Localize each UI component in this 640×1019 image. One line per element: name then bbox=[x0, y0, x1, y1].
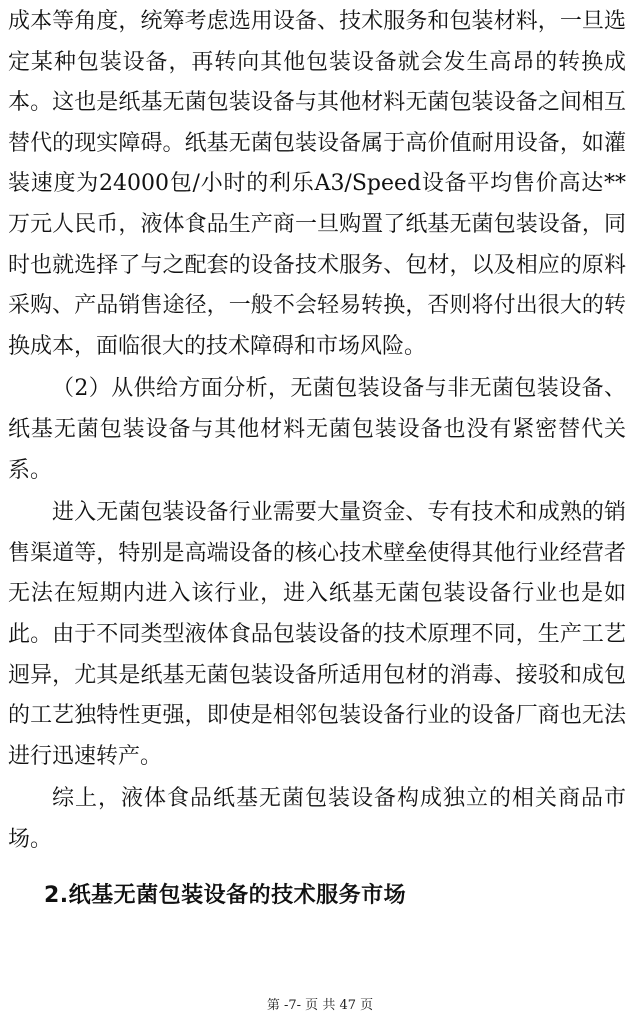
paragraph-supply-analysis: （2）从供给方面分析，无菌包装设备与非无菌包装设备、纸基无菌包装设备与其他材料无菌包装设备也没有紧密替代关系。 bbox=[8, 376, 626, 483]
paragraph-conclusion: 综上，液体食品纸基无菌包装设备构成独立的相关商品市场。 bbox=[8, 786, 626, 852]
paragraph-switching-cost: 成本等角度，统筹考虑选用设备、技术服务和包装材料，一旦选定某种包装设备，再转向其他包装设备就会发生高昂的转换成本。这也是纸基无菌包装设备与其他材料无菌包装设备之间相互替代的现实障碍。纸基无菌包装设备属于高价值耐用设备，如灌装速度为24000包/小时的利乐A3/Speed设备平均售价高达**万元人民币，液体食品生产商一旦购置了纸基无菌包装设备，同时也就选择了与之配套的设备技术服务、包材，以及相应的原料采购、产品销售途径，一般不会轻易转换，否则将付出很大的转换成本，面临很大的技术障碍和市场风险。 bbox=[8, 9, 626, 359]
section-heading: 2.纸基无菌包装设备的技术服务市场 bbox=[44, 883, 407, 909]
page-footer: 第 -7- 页 共 47 页 bbox=[266, 998, 374, 1013]
paragraph-entry-barriers: 进入无菌包装设备行业需要大量资金、专有技术和成熟的销售渠道等，特别是高端设备的核心技术壁垒使得其他行业经营者无法在短期内进入该行业，进入纸基无菌包装设备行业也是如此。由于不同类型液体食品包装设备的技术原理不同，生产工艺迥异，尤其是纸基无菌包装设备所适用包材的消毒、接驳和成包的工艺独特性更强，即使是相邻包装设备行业的设备厂商也无法进行迅速转产。 bbox=[8, 500, 626, 769]
page-body bbox=[8, 0, 626, 916]
